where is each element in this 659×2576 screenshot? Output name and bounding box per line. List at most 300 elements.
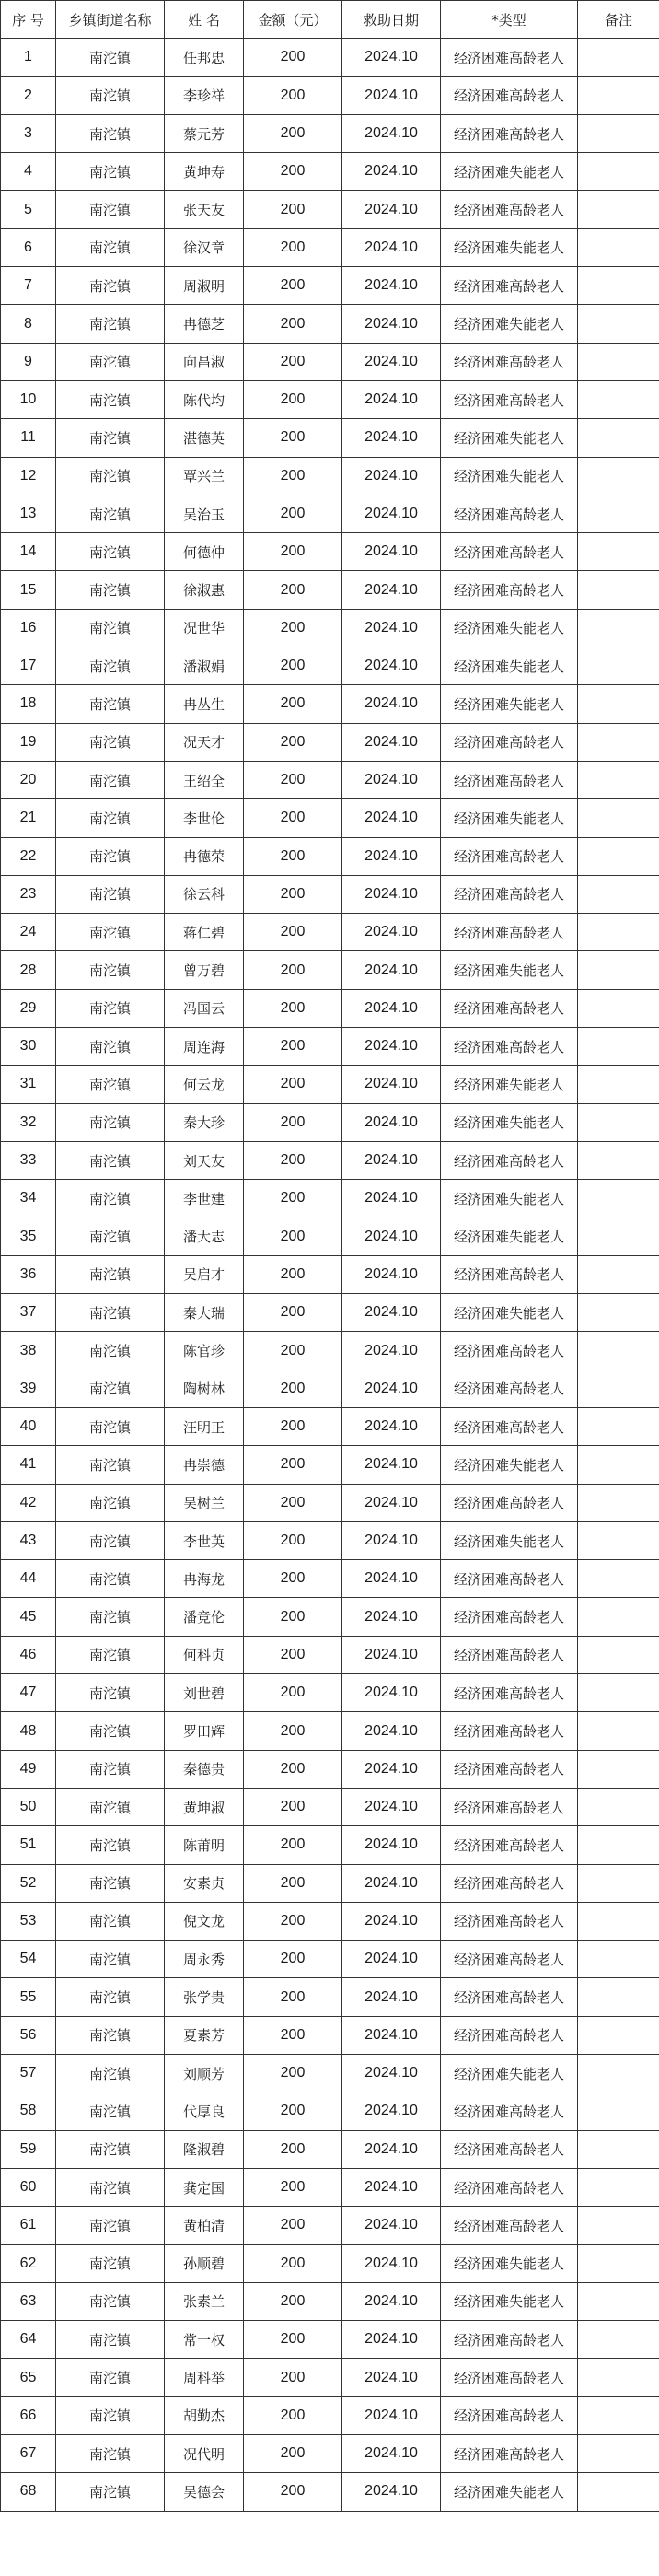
remark-cell [578, 2055, 659, 2092]
table-row [1, 1370, 659, 1407]
remark-cell [578, 2092, 659, 2130]
name-cell: 覃兴兰 [165, 457, 244, 495]
amount-cell: 200 [244, 1407, 342, 1445]
table-row [1, 2435, 659, 2473]
serial-cell: 15 [1, 571, 56, 609]
amount-cell: 200 [244, 1141, 342, 1179]
serial-cell: 63 [1, 2282, 56, 2320]
name-cell: 罗田辉 [165, 1712, 244, 1750]
name-cell: 蔡元芳 [165, 114, 244, 152]
date-cell: 2024.10 [342, 951, 441, 989]
name-cell: 向昌淑 [165, 343, 244, 380]
township-cell: 南沱镇 [56, 1674, 165, 1712]
amount-cell: 200 [244, 1484, 342, 1521]
serial-cell: 64 [1, 2321, 56, 2359]
type-cell: 经济困难高龄老人 [441, 1028, 578, 1066]
township-cell: 南沱镇 [56, 1370, 165, 1407]
name-cell: 徐汉章 [165, 228, 244, 266]
remark-cell [578, 1902, 659, 1940]
table-row [1, 647, 659, 685]
amount-cell: 200 [244, 1255, 342, 1293]
type-cell: 经济困难高龄老人 [441, 533, 578, 571]
table-row [1, 1141, 659, 1179]
name-cell: 代厚良 [165, 2092, 244, 2130]
type-cell: 经济困难高龄老人 [441, 723, 578, 761]
remark-cell [578, 2321, 659, 2359]
remark-cell [578, 609, 659, 647]
table-row [1, 1978, 659, 2016]
date-cell: 2024.10 [342, 2168, 441, 2206]
serial-cell: 47 [1, 1674, 56, 1712]
table-row [1, 533, 659, 571]
township-cell: 南沱镇 [56, 114, 165, 152]
name-cell: 李世建 [165, 1180, 244, 1218]
township-cell: 南沱镇 [56, 495, 165, 532]
serial-cell: 59 [1, 2130, 56, 2168]
serial-cell: 21 [1, 799, 56, 837]
table-row [1, 1028, 659, 1066]
remark-cell [578, 495, 659, 532]
type-cell: 经济困难高龄老人 [441, 761, 578, 798]
amount-cell: 200 [244, 2359, 342, 2396]
date-cell: 2024.10 [342, 2435, 441, 2473]
type-cell: 经济困难高龄老人 [441, 2130, 578, 2168]
date-cell: 2024.10 [342, 1028, 441, 1066]
serial-cell: 38 [1, 1332, 56, 1370]
serial-cell: 32 [1, 1103, 56, 1141]
date-cell: 2024.10 [342, 1484, 441, 1521]
table-row [1, 1446, 659, 1484]
amount-cell: 200 [244, 1560, 342, 1598]
table-row [1, 1712, 659, 1750]
remark-cell [578, 1370, 659, 1407]
serial-cell: 52 [1, 1864, 56, 1902]
township-cell: 南沱镇 [56, 1864, 165, 1902]
date-cell: 2024.10 [342, 571, 441, 609]
table-row [1, 1788, 659, 1825]
type-cell: 经济困难高龄老人 [441, 1788, 578, 1825]
serial-cell: 65 [1, 2359, 56, 2396]
township-cell: 南沱镇 [56, 1636, 165, 1673]
name-cell: 潘淑娟 [165, 647, 244, 685]
amount-cell: 200 [244, 1028, 342, 1066]
date-cell: 2024.10 [342, 2130, 441, 2168]
amount-cell: 200 [244, 2396, 342, 2434]
remark-cell [578, 2244, 659, 2282]
township-cell: 南沱镇 [56, 1560, 165, 1598]
table-row [1, 1484, 659, 1521]
remark-cell [578, 2207, 659, 2244]
serial-cell: 53 [1, 1902, 56, 1940]
name-cell: 蒋仁碧 [165, 914, 244, 951]
table-row [1, 1750, 659, 1788]
amount-cell: 200 [244, 2282, 342, 2320]
remark-cell [578, 1028, 659, 1066]
amount-cell: 200 [244, 457, 342, 495]
table-row [1, 761, 659, 798]
table-row [1, 457, 659, 495]
serial-cell: 33 [1, 1141, 56, 1179]
serial-cell: 67 [1, 2435, 56, 2473]
type-cell: 经济困难高龄老人 [441, 875, 578, 913]
amount-cell: 200 [244, 2207, 342, 2244]
name-cell: 安素贞 [165, 1864, 244, 1902]
date-cell: 2024.10 [342, 39, 441, 76]
amount-cell: 200 [244, 1978, 342, 2016]
remark-cell [578, 2359, 659, 2396]
date-cell: 2024.10 [342, 1332, 441, 1370]
township-cell: 南沱镇 [56, 1294, 165, 1332]
type-cell: 经济困难失能老人 [441, 2473, 578, 2511]
date-cell: 2024.10 [342, 1978, 441, 2016]
table-row [1, 114, 659, 152]
amount-cell: 200 [244, 1218, 342, 1255]
amount-cell: 200 [244, 1941, 342, 1978]
remark-cell [578, 1941, 659, 1978]
date-cell: 2024.10 [342, 2016, 441, 2054]
township-cell: 南沱镇 [56, 419, 165, 457]
table-row [1, 419, 659, 457]
serial-cell: 55 [1, 1978, 56, 2016]
type-cell: 经济困难失能老人 [441, 228, 578, 266]
remark-cell [578, 1864, 659, 1902]
serial-cell: 13 [1, 495, 56, 532]
name-cell: 陈莆明 [165, 1826, 244, 1864]
type-cell: 经济困难高龄老人 [441, 837, 578, 875]
remark-cell [578, 951, 659, 989]
amount-cell: 200 [244, 1750, 342, 1788]
date-cell: 2024.10 [342, 457, 441, 495]
amount-cell: 200 [244, 1864, 342, 1902]
table-row [1, 1180, 659, 1218]
type-cell: 经济困难高龄老人 [441, 1826, 578, 1864]
type-cell: 经济困难高龄老人 [441, 2092, 578, 2130]
table-body [1, 39, 659, 2511]
date-cell: 2024.10 [342, 1521, 441, 1559]
type-cell: 经济困难高龄老人 [441, 1370, 578, 1407]
township-cell: 南沱镇 [56, 380, 165, 418]
header-type: *类型 [441, 1, 578, 39]
remark-cell [578, 228, 659, 266]
table-row [1, 2396, 659, 2434]
table-row [1, 2282, 659, 2320]
amount-cell: 200 [244, 1180, 342, 1218]
amount-cell: 200 [244, 191, 342, 228]
remark-cell [578, 1674, 659, 1712]
remark-cell [578, 1066, 659, 1103]
amount-cell: 200 [244, 837, 342, 875]
type-cell: 经济困难高龄老人 [441, 1598, 578, 1636]
name-cell: 周连海 [165, 1028, 244, 1066]
table-row [1, 2092, 659, 2130]
township-cell: 南沱镇 [56, 1826, 165, 1864]
name-cell: 潘大志 [165, 1218, 244, 1255]
name-cell: 孙顺碧 [165, 2244, 244, 2282]
township-cell: 南沱镇 [56, 799, 165, 837]
name-cell: 冉德芝 [165, 305, 244, 343]
type-cell: 经济困难高龄老人 [441, 2359, 578, 2396]
serial-cell: 20 [1, 761, 56, 798]
remark-cell [578, 723, 659, 761]
remark-cell [578, 1598, 659, 1636]
date-cell: 2024.10 [342, 1218, 441, 1255]
name-cell: 周科举 [165, 2359, 244, 2396]
township-cell: 南沱镇 [56, 153, 165, 191]
type-cell: 经济困难失能老人 [441, 2244, 578, 2282]
table-row [1, 228, 659, 266]
remark-cell [578, 457, 659, 495]
name-cell: 冉海龙 [165, 1560, 244, 1598]
name-cell: 黄坤寿 [165, 153, 244, 191]
township-cell: 南沱镇 [56, 989, 165, 1027]
name-cell: 刘顺芳 [165, 2055, 244, 2092]
date-cell: 2024.10 [342, 76, 441, 114]
name-cell: 何科贞 [165, 1636, 244, 1673]
date-cell: 2024.10 [342, 875, 441, 913]
table-row [1, 2130, 659, 2168]
type-cell: 经济困难失能老人 [441, 951, 578, 989]
type-cell: 经济困难失能老人 [441, 609, 578, 647]
township-cell: 南沱镇 [56, 2359, 165, 2396]
name-cell: 冉崇德 [165, 1446, 244, 1484]
header-row [1, 1, 659, 39]
name-cell: 胡勤杰 [165, 2396, 244, 2434]
serial-cell: 1 [1, 39, 56, 76]
name-cell: 刘世碧 [165, 1674, 244, 1712]
table-row [1, 1864, 659, 1902]
date-cell: 2024.10 [342, 914, 441, 951]
remark-cell [578, 799, 659, 837]
date-cell: 2024.10 [342, 1255, 441, 1293]
serial-cell: 11 [1, 419, 56, 457]
serial-cell: 57 [1, 2055, 56, 2092]
township-cell: 南沱镇 [56, 2435, 165, 2473]
remark-cell [578, 914, 659, 951]
table-row [1, 1066, 659, 1103]
name-cell: 王绍全 [165, 761, 244, 798]
serial-cell: 2 [1, 76, 56, 114]
township-cell: 南沱镇 [56, 305, 165, 343]
serial-cell: 48 [1, 1712, 56, 1750]
name-cell: 潘竞伦 [165, 1598, 244, 1636]
type-cell: 经济困难高龄老人 [441, 914, 578, 951]
type-cell: 经济困难失能老人 [441, 2055, 578, 2092]
remark-cell [578, 1826, 659, 1864]
date-cell: 2024.10 [342, 1180, 441, 1218]
serial-cell: 31 [1, 1066, 56, 1103]
type-cell: 经济困难失能老人 [441, 1446, 578, 1484]
date-cell: 2024.10 [342, 2282, 441, 2320]
township-cell: 南沱镇 [56, 1218, 165, 1255]
type-cell: 经济困难失能老人 [441, 2282, 578, 2320]
type-cell: 经济困难高龄老人 [441, 1484, 578, 1521]
name-cell: 陈官珍 [165, 1332, 244, 1370]
table-row [1, 305, 659, 343]
type-cell: 经济困难高龄老人 [441, 1141, 578, 1179]
township-cell: 南沱镇 [56, 1978, 165, 2016]
date-cell: 2024.10 [342, 1446, 441, 1484]
name-cell: 常一权 [165, 2321, 244, 2359]
name-cell: 李世英 [165, 1521, 244, 1559]
name-cell: 任邦忠 [165, 39, 244, 76]
township-cell: 南沱镇 [56, 2321, 165, 2359]
amount-cell: 200 [244, 39, 342, 76]
remark-cell [578, 875, 659, 913]
date-cell: 2024.10 [342, 2396, 441, 2434]
table-row [1, 1255, 659, 1293]
township-cell: 南沱镇 [56, 761, 165, 798]
header-serial: 序 号 [1, 1, 56, 39]
remark-cell [578, 343, 659, 380]
township-cell: 南沱镇 [56, 723, 165, 761]
township-cell: 南沱镇 [56, 1484, 165, 1521]
table-row [1, 1332, 659, 1370]
remark-cell [578, 647, 659, 685]
date-cell: 2024.10 [342, 419, 441, 457]
township-cell: 南沱镇 [56, 685, 165, 723]
table-row [1, 837, 659, 875]
table-row [1, 571, 659, 609]
date-cell: 2024.10 [342, 1712, 441, 1750]
township-cell: 南沱镇 [56, 1332, 165, 1370]
type-cell: 经济困难高龄老人 [441, 989, 578, 1027]
table-row [1, 723, 659, 761]
type-cell: 经济困难高龄老人 [441, 2396, 578, 2434]
serial-cell: 14 [1, 533, 56, 571]
name-cell: 张素兰 [165, 2282, 244, 2320]
name-cell: 张天友 [165, 191, 244, 228]
table-row [1, 1407, 659, 1445]
township-cell: 南沱镇 [56, 1941, 165, 1978]
amount-cell: 200 [244, 495, 342, 532]
township-cell: 南沱镇 [56, 191, 165, 228]
township-cell: 南沱镇 [56, 1255, 165, 1293]
township-cell: 南沱镇 [56, 914, 165, 951]
serial-cell: 42 [1, 1484, 56, 1521]
serial-cell: 49 [1, 1750, 56, 1788]
type-cell: 经济困难失能老人 [441, 799, 578, 837]
name-cell: 吴治玉 [165, 495, 244, 532]
date-cell: 2024.10 [342, 1674, 441, 1712]
amount-cell: 200 [244, 343, 342, 380]
name-cell: 李世伦 [165, 799, 244, 837]
amount-cell: 200 [244, 1332, 342, 1370]
table-row [1, 39, 659, 76]
remark-cell [578, 114, 659, 152]
amount-cell: 200 [244, 914, 342, 951]
amount-cell: 200 [244, 2092, 342, 2130]
date-cell: 2024.10 [342, 761, 441, 798]
type-cell: 经济困难高龄老人 [441, 571, 578, 609]
name-cell: 张学贵 [165, 1978, 244, 2016]
serial-cell: 51 [1, 1826, 56, 1864]
date-cell: 2024.10 [342, 1066, 441, 1103]
amount-cell: 200 [244, 951, 342, 989]
table-row [1, 153, 659, 191]
serial-cell: 44 [1, 1560, 56, 1598]
serial-cell: 10 [1, 380, 56, 418]
remark-cell [578, 1560, 659, 1598]
date-cell: 2024.10 [342, 1141, 441, 1179]
name-cell: 冯国云 [165, 989, 244, 1027]
name-cell: 吴德会 [165, 2473, 244, 2511]
name-cell: 周淑明 [165, 267, 244, 305]
township-cell: 南沱镇 [56, 1407, 165, 1445]
remark-cell [578, 1484, 659, 1521]
remark-cell [578, 989, 659, 1027]
amount-cell: 200 [244, 1521, 342, 1559]
serial-cell: 23 [1, 875, 56, 913]
remark-cell [578, 837, 659, 875]
township-cell: 南沱镇 [56, 951, 165, 989]
remark-cell [578, 1141, 659, 1179]
type-cell: 经济困难高龄老人 [441, 1636, 578, 1673]
table-row [1, 2207, 659, 2244]
township-cell: 南沱镇 [56, 1788, 165, 1825]
remark-cell [578, 1446, 659, 1484]
date-cell: 2024.10 [342, 1294, 441, 1332]
amount-cell: 200 [244, 761, 342, 798]
type-cell: 经济困难高龄老人 [441, 2321, 578, 2359]
serial-cell: 7 [1, 267, 56, 305]
amount-cell: 200 [244, 76, 342, 114]
township-cell: 南沱镇 [56, 228, 165, 266]
township-cell: 南沱镇 [56, 1180, 165, 1218]
type-cell: 经济困难高龄老人 [441, 267, 578, 305]
date-cell: 2024.10 [342, 1826, 441, 1864]
table-row [1, 380, 659, 418]
table-row [1, 1902, 659, 1940]
type-cell: 经济困难高龄老人 [441, 1978, 578, 2016]
table-row [1, 951, 659, 989]
township-cell: 南沱镇 [56, 571, 165, 609]
table-row [1, 76, 659, 114]
serial-cell: 43 [1, 1521, 56, 1559]
date-cell: 2024.10 [342, 609, 441, 647]
remark-cell [578, 571, 659, 609]
township-cell: 南沱镇 [56, 457, 165, 495]
amount-cell: 200 [244, 533, 342, 571]
remark-cell [578, 2016, 659, 2054]
amount-cell: 200 [244, 2244, 342, 2282]
name-cell: 曾万碧 [165, 951, 244, 989]
amount-cell: 200 [244, 1598, 342, 1636]
type-cell: 经济困难失能老人 [441, 647, 578, 685]
amount-cell: 200 [244, 2016, 342, 2054]
amount-cell: 200 [244, 799, 342, 837]
table-row [1, 2321, 659, 2359]
type-cell: 经济困难失能老人 [441, 419, 578, 457]
amount-cell: 200 [244, 1788, 342, 1825]
type-cell: 经济困难高龄老人 [441, 1407, 578, 1445]
name-cell: 冉丛生 [165, 685, 244, 723]
type-cell: 经济困难高龄老人 [441, 343, 578, 380]
header-amount: 金额（元） [244, 1, 342, 39]
amount-cell: 200 [244, 609, 342, 647]
table-row [1, 1294, 659, 1332]
amount-cell: 200 [244, 1712, 342, 1750]
serial-cell: 68 [1, 2473, 56, 2511]
type-cell: 经济困难高龄老人 [441, 1902, 578, 1940]
name-cell: 刘天友 [165, 1141, 244, 1179]
remark-cell [578, 1978, 659, 2016]
township-cell: 南沱镇 [56, 609, 165, 647]
remark-cell [578, 2130, 659, 2168]
name-cell: 秦大瑞 [165, 1294, 244, 1332]
township-cell: 南沱镇 [56, 2055, 165, 2092]
header-name: 姓 名 [165, 1, 244, 39]
serial-cell: 46 [1, 1636, 56, 1673]
